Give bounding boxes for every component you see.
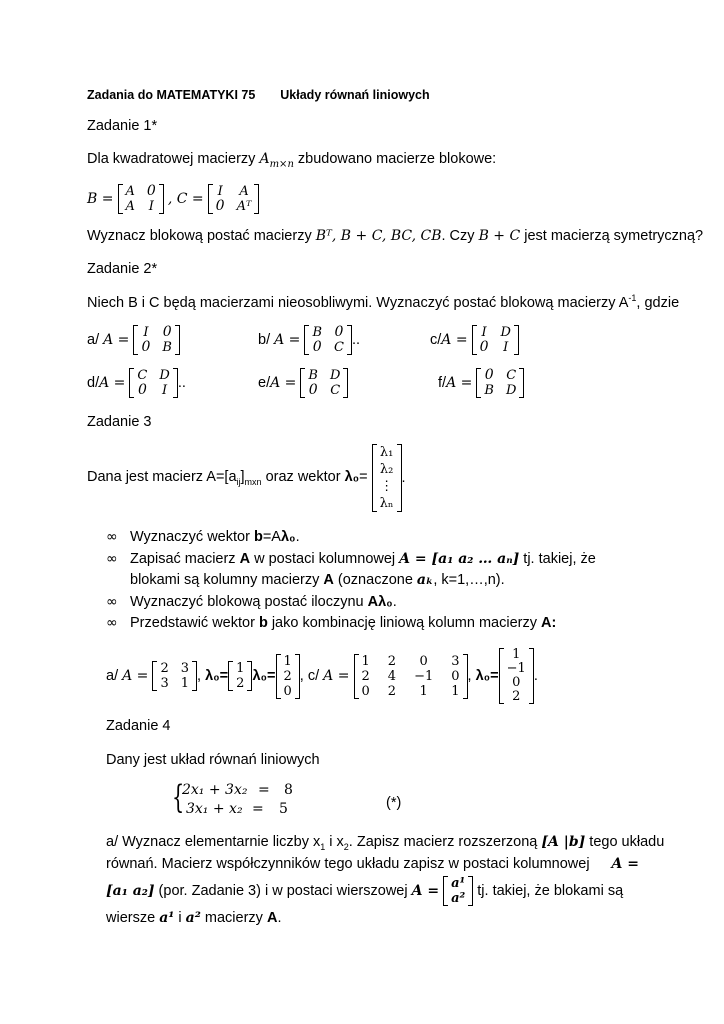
z2-item-a: a/ A = I 0 0 B	[87, 325, 180, 355]
z4-line-4: wiersze a¹ i a² macierzy A.	[106, 910, 282, 926]
z3-bullet-1: ∞ Wyznaczyć wektor b=Aλ₀.	[106, 529, 300, 545]
infinity-bullet-icon: ∞	[106, 551, 118, 567]
z1-intro: Dla kwadratowej macierzy $A_{m\times n}$ zbudowano macierze blokowe:	[87, 151, 497, 170]
z2-item-f: f/A = 0 C B D	[438, 368, 524, 398]
matrix-B: A 0 A I	[118, 184, 164, 214]
system-brace: {	[172, 778, 185, 816]
z2-item-c: c/A = I D 0 I	[430, 325, 519, 355]
z4-intro: Dany jest układ równań liniowych	[106, 752, 320, 768]
z4-line-1: a/ Wyznacz elementarnie liczby $x_1$ i $x_2$. Zapisz macierz rozszerzoną [A |b] tego układu	[106, 834, 665, 852]
z2-intro: Niech B i C będą macierzami nieosobliwymi. Wyznaczyć postać blokową macierzy $A^{-1}$, gdzie	[87, 293, 680, 311]
infinity-bullet-icon: ∞	[106, 529, 118, 545]
subtitle-text: Układy równań liniowych	[280, 88, 430, 102]
z3-bullet-2-cont: blokami są kolumny macierzy A (oznaczone aₖ, k=1,…,n).	[130, 572, 505, 588]
z1-heading: Zadanie 1*	[87, 118, 158, 134]
z4-heading: Zadanie 4	[106, 718, 171, 734]
z3-examples: a/ A = 2 3 3 1 , λ₀= 1 2 λ₀= 1 2 0 , c/ A = 1 2 0 3 2 4 −1 0 0 2 1 1 , λ₀= 1 −1 0 2 .	[106, 647, 538, 704]
z2-item-b: b/ A = B 0 0 C ..	[258, 324, 361, 355]
infinity-bullet-icon: ∞	[106, 594, 118, 610]
z2-item-e: e/A = B D 0 C	[258, 368, 348, 398]
z3-heading: Zadanie 3	[87, 414, 152, 430]
infinity-bullet-icon: ∞	[106, 615, 118, 631]
z3-bullet-3: ∞ Wyznaczyć blokową postać iloczynu Aλ₀.	[106, 594, 397, 610]
z1-task: Wyznacz blokową postać macierzy Bᵀ, B + C, BC, CB. Czy B + C jest macierzą symetryczną?	[87, 228, 704, 244]
page-title	[87, 88, 430, 102]
lambda-vector: λ₁ λ₂ ⋮ λₙ	[372, 444, 402, 512]
matrix-C: I A 0 Aᵀ	[208, 184, 260, 214]
z2-item-d: d/A = C D 0 I ..	[87, 368, 186, 398]
system-label: (*)	[386, 795, 402, 811]
z4-line-3: [a₁ a₂] (por. Zadanie 3) i w postaci wierszowej A = a¹ a² tj. takiej, że blokami są	[106, 876, 624, 906]
z3-bullet-2: ∞ Zapisać macierz A w postaci kolumnowej A = [a₁ a₂ … aₙ] tj. takiej, że	[106, 551, 596, 567]
z3-intro: Dana jest macierz $A=[a_{ij}]_{mxn}$ oraz wektor λ₀= λ₁ λ₂ ⋮ λₙ .	[87, 445, 406, 511]
title-text: Zadania do MATEMATYKI 75	[87, 88, 256, 102]
z1-block-matrices: B = A 0 A I , C = I A 0 Aᵀ	[87, 184, 259, 214]
z3-bullet-4: ∞ Przedstawić wektor b jako kombinację liniową kolumn macierzy A:	[106, 615, 557, 631]
z4-line-2: równań. Macierz współczynników tego układu zapisz w postaci kolumnowej A =	[106, 856, 639, 872]
z2-heading: Zadanie 2*	[87, 261, 158, 277]
